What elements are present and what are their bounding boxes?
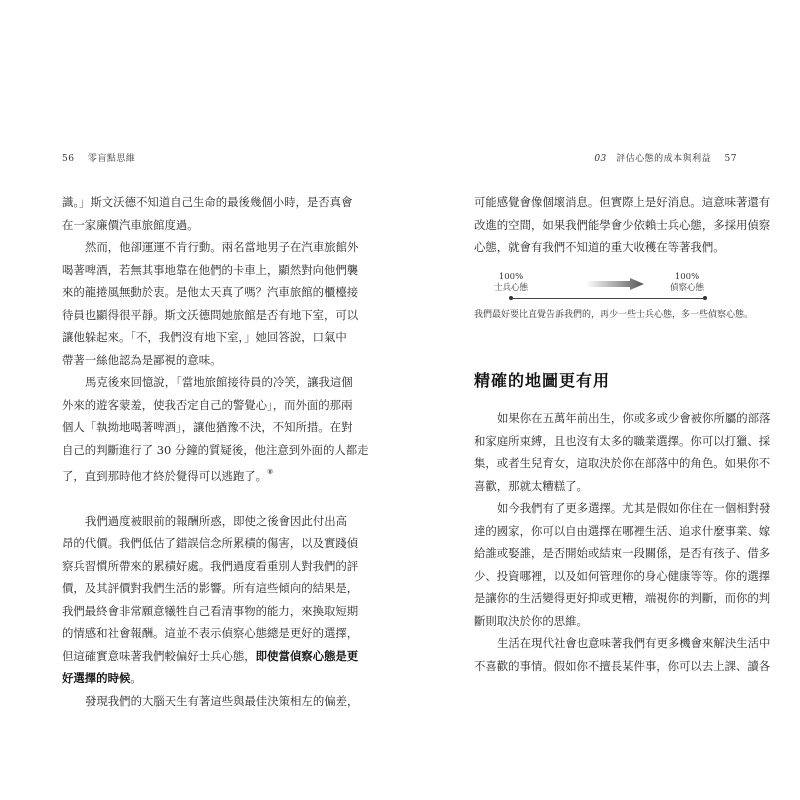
right-page-intro bbox=[474, 191, 771, 259]
scout-text: 偵察心態 bbox=[669, 283, 704, 293]
left-running-head: 零盲點思維 bbox=[87, 154, 136, 164]
text-line: 來的龍捲風無動於衷。是他太天真了嗎？汽車旅館的櫃檯接 bbox=[62, 285, 359, 299]
diagram-caption: 我們最好要比直覺告訴我們的，再少一些士兵心態，多一些偵察心態。 bbox=[474, 310, 754, 320]
text-line: 不喜歡的事情。假如你不擅長某件事，你可以去上課、讀各 bbox=[474, 658, 771, 673]
text-line bbox=[62, 461, 352, 488]
text-line: 待員也顯得很平靜。斯文沃德問她旅館是否有地下室，可以 bbox=[62, 307, 359, 322]
text-line: 外來的遊客蒙羞，使我否定自己的警覺心」，而外面的那兩 bbox=[62, 397, 353, 412]
text-line: 識。」斯文沃德不知道自己生命的最後幾個小時，是否真會 bbox=[62, 195, 353, 209]
text-line: 然而，他卻運運不肯行動。兩名當地男子在汽車旅館外 bbox=[85, 240, 359, 254]
text-line: 如今我們有了更多選擇。尤其是假如你住在一個相對發 bbox=[497, 501, 771, 515]
text-line: 帶著一絲他認為是鄙視的意味。 bbox=[62, 352, 222, 367]
text-line-content: 但這確實意味著我們較偏好士兵心態， bbox=[62, 648, 256, 663]
text-line: 在一家廉價汽車旅館度過。 bbox=[62, 217, 199, 232]
text-line: 和家庭所束縛，且也沒有太多的職業選擇。你可以打獵、採 bbox=[474, 433, 771, 448]
text-line: 昂的代價。我們低估了錯誤信念所累積的傷害，以及實踐偵 bbox=[62, 536, 359, 550]
text-line: 個人「執拗地喝著啤酒」，讓他猶豫不決，不知所措。在對 bbox=[62, 420, 353, 434]
soldier-mindset-label bbox=[481, 272, 541, 294]
text-line bbox=[62, 667, 352, 690]
text-line: 達的國家，你可以自由選擇在哪裡生活、追求什麼事業、嫁 bbox=[474, 523, 771, 538]
text-line-content: 了，直到那時他才終於覺得可以逃跑了。 bbox=[62, 469, 268, 483]
scout-percent: 100% bbox=[674, 272, 700, 282]
right-page-header bbox=[594, 151, 737, 164]
text-line: 自己的判斷進行了 30 分鐘的質疑後，他注意到外面的人都走 bbox=[62, 442, 369, 457]
right-endpoint-dot bbox=[703, 296, 707, 300]
text-line: 我們最終會非常願意犧牲自己看清事物的能力，來換取短期 bbox=[62, 603, 359, 618]
spectrum-line bbox=[511, 298, 705, 299]
left-page-body bbox=[62, 191, 369, 712]
text-line: 如果你在五萬年前出生，你或多或少會被你所屬的部落 bbox=[497, 411, 771, 425]
text-line bbox=[62, 645, 359, 668]
text-line: 斷則取決於你的思維。 bbox=[474, 613, 588, 628]
right-running-head: 評估心態的成本與利益 bbox=[616, 154, 712, 164]
text-line: 給誰或娶誰，是否開始或結束一段關係，是否有孩子、借多 bbox=[474, 546, 771, 560]
text-line: 集，或者生兒育女，這取決於你在部落中的角色。如果你不 bbox=[474, 456, 771, 470]
soldier-percent: 100% bbox=[498, 272, 524, 282]
text-line: 價，及其評價對我們生活的影響。所有這些傾向的結果是， bbox=[62, 581, 359, 595]
text-line: 心態，就會有我們不知道的重大收穫在等著我們。 bbox=[474, 240, 725, 254]
soldier-text: 士兵心態 bbox=[493, 283, 528, 293]
text-line: 少、投資哪裡，以及如何管理你的身心健康等等。你的選擇 bbox=[474, 568, 771, 583]
text-line: 的情感和社會報酬。這並不表示偵察心態總是更好的選擇， bbox=[62, 626, 359, 640]
left-page-header bbox=[62, 151, 135, 164]
scout-mindset-label bbox=[657, 272, 717, 294]
text-line: 讓他躲起來。「不，我們沒有地下室，」她回答說，口氣中 bbox=[62, 330, 347, 344]
text-line: 察兵習慣所帶來的累積好處。我們過度看重別人對我們的評 bbox=[62, 558, 359, 573]
mindset-spectrum-diagram bbox=[490, 272, 730, 302]
text-line: 是讓你的生活變得更好抑或更糟，端視你的判斷，而你的判 bbox=[474, 591, 771, 605]
emphasis-text: 即使當偵察心態是更 bbox=[255, 648, 359, 663]
right-page-number: 57 bbox=[724, 154, 737, 164]
gradient-arrow-icon bbox=[586, 278, 644, 290]
text-line: 生活在現代社會也意味著我們有更多機會來解決生活中 bbox=[497, 636, 771, 650]
left-endpoint-dot bbox=[509, 296, 513, 300]
footnote-marker: ⑧ bbox=[267, 468, 274, 476]
text-line: 改進的空間，如果我們能學會少依賴士兵心態，多採用偵察 bbox=[474, 217, 771, 232]
section-heading: 精確的地圖更有用 bbox=[474, 371, 611, 390]
text-line: 發現我們的大腦天生有著這些與最佳決策相左的偏差， bbox=[85, 693, 359, 708]
text-line: 喜歡，那就太糟糕了。 bbox=[474, 478, 588, 493]
text-line: 可能感覺會像個壞消息。但實際上是好消息。這意味著還有 bbox=[474, 195, 771, 209]
right-page-body bbox=[474, 407, 771, 677]
text-line: 馬克後來回憶說，「當地旅館接待員的冷笑，讓我這個 bbox=[85, 375, 353, 389]
emphasis-text: 好選擇的時候 bbox=[62, 671, 131, 685]
left-page-number: 56 bbox=[62, 154, 75, 164]
text-line: 我們過度被眼前的報酬所惑，即使之後會因此付出高 bbox=[85, 513, 347, 528]
right-chapter-number: 03 bbox=[594, 154, 607, 164]
text-line: 喝著啤酒，若無其事地靠在他們的卡車上，顯然對向他們襲 bbox=[62, 262, 359, 277]
text-line-content: 。 bbox=[130, 671, 142, 685]
